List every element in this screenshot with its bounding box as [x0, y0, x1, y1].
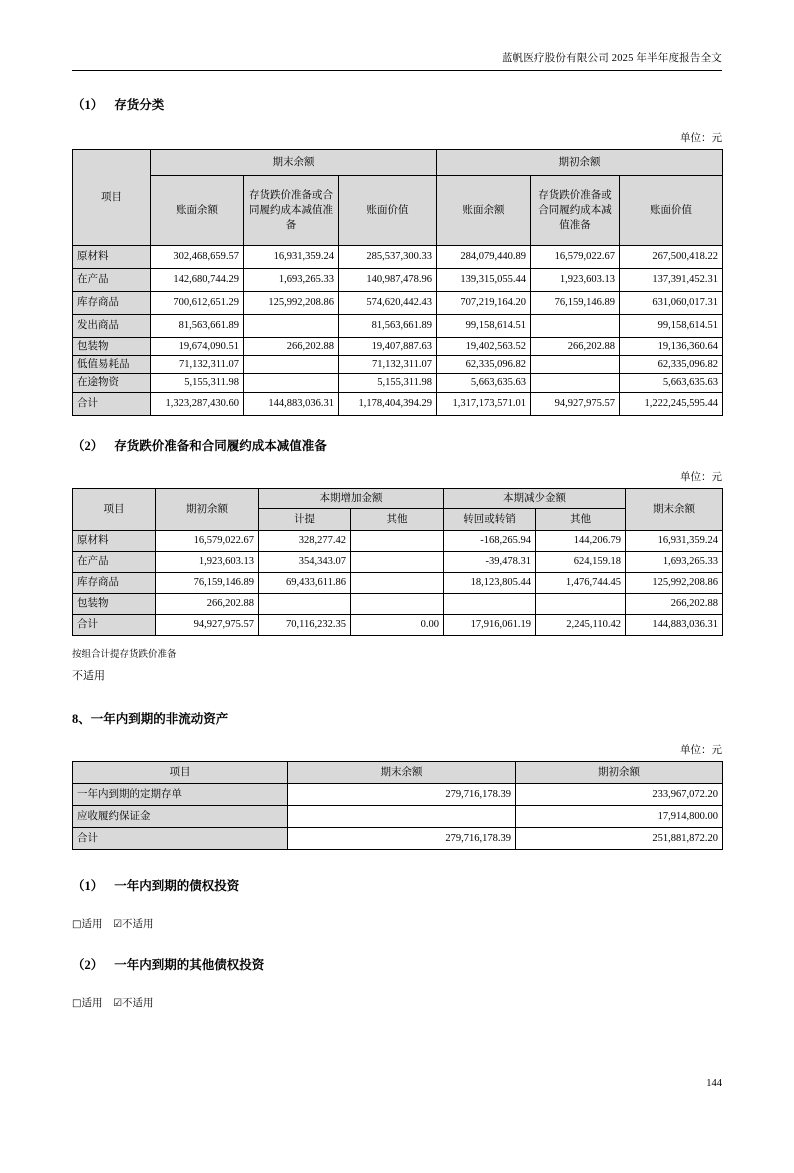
applicability-label: 适用 — [81, 997, 103, 1009]
table-cell: 624,159.18 — [536, 551, 626, 572]
table-row — [73, 783, 723, 805]
row-label: 在途物资 — [73, 374, 151, 392]
column-group-increase: 本期增加金额 — [259, 488, 444, 508]
table-cell: 5,663,635.63 — [437, 374, 531, 392]
applicability-label: 适用 — [81, 918, 103, 930]
page-number: 144 — [706, 1078, 722, 1089]
unit-label: 单位：元 — [680, 471, 722, 483]
column-header: 账面价值 — [339, 176, 437, 246]
table-cell: 17,916,061.19 — [444, 614, 536, 635]
table-row — [73, 246, 723, 269]
table-cell: 19,402,563.52 — [437, 338, 531, 356]
table-cell: 125,992,208.86 — [244, 292, 339, 315]
row-label-total: 合计 — [73, 827, 288, 849]
table-row-total — [73, 614, 723, 635]
table-cell: 266,202.88 — [626, 593, 723, 614]
table-cell — [531, 356, 620, 374]
table-cell: 144,206.79 — [536, 530, 626, 551]
column-header-beginning-balance: 期初余额 — [156, 488, 259, 530]
table-row — [73, 315, 723, 338]
row-label: 原材料 — [73, 246, 151, 269]
row-label: 在产品 — [73, 551, 156, 572]
table-cell — [531, 374, 620, 392]
checkbox-checked-icon: ☑ — [113, 918, 123, 930]
table-cell: 99,158,614.51 — [620, 315, 723, 338]
table-cell: 137,391,452.31 — [620, 269, 723, 292]
table-cell — [259, 593, 351, 614]
table-cell: 19,407,887.63 — [339, 338, 437, 356]
document-header — [72, 50, 722, 71]
table-cell: 1,693,265.33 — [626, 551, 723, 572]
table-cell: 328,277.42 — [259, 530, 351, 551]
section-number: （1） — [72, 98, 104, 112]
table-cell: 1,222,245,595.44 — [620, 392, 723, 415]
table-cell: 5,155,311.98 — [339, 374, 437, 392]
table-header-sub-row — [73, 176, 723, 246]
table-cell: 62,335,096.82 — [620, 356, 723, 374]
table-cell: 1,178,404,394.29 — [339, 392, 437, 415]
column-header: 账面价值 — [620, 176, 723, 246]
table-cell: 94,927,975.57 — [156, 614, 259, 635]
table-cell: 17,914,800.00 — [516, 805, 723, 827]
table-row — [73, 551, 723, 572]
table-cell: 266,202.88 — [156, 593, 259, 614]
table-cell: 574,620,442.43 — [339, 292, 437, 315]
table-cell: 302,468,659.57 — [151, 246, 244, 269]
column-header: 存货跌价准备或合同履约成本减值准备 — [531, 176, 620, 246]
row-label: 低值易耗品 — [73, 356, 151, 374]
column-group-beginning-balance: 期初余额 — [437, 150, 723, 176]
row-label: 原材料 — [73, 530, 156, 551]
table-cell: 279,716,178.39 — [288, 827, 516, 849]
checkbox-checked-icon: ☑ — [113, 997, 123, 1009]
table-cell — [531, 315, 620, 338]
document-header-title: 蓝帆医疗股份有限公司 2025 年半年度报告全文 — [501, 53, 722, 64]
table-cell: 18,123,805.44 — [444, 572, 536, 593]
page-content — [72, 95, 722, 1010]
section-title-inventory-classification — [72, 95, 722, 113]
table-cell — [244, 315, 339, 338]
table-row-total — [73, 392, 723, 415]
checkbox-unchecked-icon: □ — [72, 918, 82, 930]
table-cell: 5,663,635.63 — [620, 374, 723, 392]
row-label: 一年内到期的定期存单 — [73, 783, 288, 805]
column-header-ending-balance: 期末余额 — [626, 488, 723, 530]
table-cell: 142,680,744.29 — [151, 269, 244, 292]
table-row — [73, 374, 723, 392]
table-cell: 707,219,164.20 — [437, 292, 531, 315]
table-cell — [244, 374, 339, 392]
table-row — [73, 356, 723, 374]
column-group-decrease: 本期减少金额 — [444, 488, 626, 508]
unit-label: 单位：元 — [680, 133, 722, 144]
section-number: （1） — [72, 878, 104, 893]
table-row — [73, 338, 723, 356]
table-cell: 62,335,096.82 — [437, 356, 531, 374]
unit-label: 单位：元 — [680, 744, 722, 756]
table-cell — [351, 551, 444, 572]
subsection-title-debt-investments-due — [72, 876, 722, 894]
table-header-group-row — [73, 150, 723, 176]
table-cell: 1,923,603.13 — [531, 269, 620, 292]
row-label: 库存商品 — [73, 292, 151, 315]
table-cell: 125,992,208.86 — [626, 572, 723, 593]
row-label-total: 合计 — [73, 392, 151, 415]
table-cell: -168,265.94 — [444, 530, 536, 551]
column-header: 计提 — [259, 508, 351, 530]
table-cell: 0.00 — [351, 614, 444, 635]
row-label: 发出商品 — [73, 315, 151, 338]
table-row — [73, 269, 723, 292]
table-cell: 279,716,178.39 — [288, 783, 516, 805]
table-cell — [351, 530, 444, 551]
table-cell: 1,693,265.33 — [244, 269, 339, 292]
section-title-inventory-provision — [72, 436, 722, 454]
table-cell: 233,967,072.20 — [516, 783, 723, 805]
column-header-item: 项目 — [73, 761, 288, 783]
table-row — [73, 530, 723, 551]
applicability-line — [72, 916, 722, 931]
inventory-classification-table — [72, 149, 723, 416]
table-cell: 284,079,440.89 — [437, 246, 531, 269]
table-row — [73, 292, 723, 315]
row-label: 应收履约保证金 — [73, 805, 288, 827]
table-cell: 1,317,173,571.01 — [437, 392, 531, 415]
row-label-total: 合计 — [73, 614, 156, 635]
table-cell: 251,881,872.20 — [516, 827, 723, 849]
column-header-beginning-balance: 期初余额 — [516, 761, 723, 783]
applicability-label: 不适用 — [122, 997, 154, 1009]
section-title-text: 存货跌价准备和合同履约成本减值准备 — [114, 438, 327, 453]
table-row — [73, 805, 723, 827]
table-cell: 1,476,744.45 — [536, 572, 626, 593]
inventory-provision-table — [72, 488, 723, 636]
table-row — [73, 572, 723, 593]
table-cell: 139,315,055.44 — [437, 269, 531, 292]
table-cell: 76,159,146.89 — [531, 292, 620, 315]
column-header: 账面余额 — [151, 176, 244, 246]
table-cell: 70,116,232.35 — [259, 614, 351, 635]
table-cell: 94,927,975.57 — [531, 392, 620, 415]
section-title-text: 一年内到期的其他债权投资 — [114, 957, 265, 972]
provision-note: 按组合计提存货跌价准备 — [72, 649, 177, 660]
table-cell: 1,323,287,430.60 — [151, 392, 244, 415]
table-cell: 2,245,110.42 — [536, 614, 626, 635]
table-cell: 285,537,300.33 — [339, 246, 437, 269]
table-cell: 144,883,036.31 — [244, 392, 339, 415]
applicability-option-applicable — [72, 919, 102, 930]
table-header-row — [73, 761, 723, 783]
table-cell — [351, 593, 444, 614]
table-cell: 16,931,359.24 — [626, 530, 723, 551]
applicability-label: 不适用 — [122, 918, 154, 930]
applicability-option-not-applicable — [113, 919, 153, 930]
table-cell: 76,159,146.89 — [156, 572, 259, 593]
table-cell: 19,136,360.64 — [620, 338, 723, 356]
applicability-option-applicable — [72, 998, 102, 1009]
table-cell — [536, 593, 626, 614]
row-label: 在产品 — [73, 269, 151, 292]
section-title-text: 一年内到期的债权投资 — [114, 878, 240, 893]
section-number: （2） — [72, 957, 104, 972]
table-cell: 266,202.88 — [531, 338, 620, 356]
table-cell — [444, 593, 536, 614]
table-cell: 354,343.07 — [259, 551, 351, 572]
table-cell — [244, 356, 339, 374]
table-cell: 5,155,311.98 — [151, 374, 244, 392]
table-cell: 266,202.88 — [244, 338, 339, 356]
table-cell: 16,579,022.67 — [531, 246, 620, 269]
subsection-title-other-debt-investments-due — [72, 955, 722, 973]
table-cell: 144,883,036.31 — [626, 614, 723, 635]
table-row — [73, 593, 723, 614]
table-cell — [288, 805, 516, 827]
column-header: 转回或转销 — [444, 508, 536, 530]
table-cell: 267,500,418.22 — [620, 246, 723, 269]
section-number: （2） — [72, 438, 104, 453]
provision-note-answer: 不适用 — [72, 669, 105, 682]
table-cell: 700,612,651.29 — [151, 292, 244, 315]
column-group-ending-balance: 期末余额 — [151, 150, 437, 176]
table-cell: 71,132,311.07 — [339, 356, 437, 374]
table-cell: 16,579,022.67 — [156, 530, 259, 551]
checkbox-unchecked-icon: □ — [72, 997, 82, 1009]
row-label: 包装物 — [73, 338, 151, 356]
table-cell: 19,674,090.51 — [151, 338, 244, 356]
table-row-total — [73, 827, 723, 849]
table-cell: 99,158,614.51 — [437, 315, 531, 338]
column-header: 账面余额 — [437, 176, 531, 246]
section-title-noncurrent-assets-due: 8、一年内到期的非流动资产 — [72, 711, 229, 726]
table-cell: 631,060,017.31 — [620, 292, 723, 315]
column-header: 存货跌价准备或合同履约成本减值准备 — [244, 176, 339, 246]
column-header-ending-balance: 期末余额 — [288, 761, 516, 783]
noncurrent-assets-due-table — [72, 761, 723, 850]
table-cell: 1,923,603.13 — [156, 551, 259, 572]
table-cell: 69,433,611.86 — [259, 572, 351, 593]
table-cell: 16,931,359.24 — [244, 246, 339, 269]
row-label: 库存商品 — [73, 572, 156, 593]
applicability-option-not-applicable — [113, 998, 153, 1009]
section-title-text: 存货分类 — [114, 98, 165, 112]
table-cell: -39,478.31 — [444, 551, 536, 572]
column-header-item: 项目 — [73, 150, 151, 246]
row-label: 包装物 — [73, 593, 156, 614]
column-header: 其他 — [536, 508, 626, 530]
column-header-item: 项目 — [73, 488, 156, 530]
table-cell: 140,987,478.96 — [339, 269, 437, 292]
table-cell: 71,132,311.07 — [151, 356, 244, 374]
table-header-group-row — [73, 488, 723, 508]
table-cell — [351, 572, 444, 593]
column-header: 其他 — [351, 508, 444, 530]
table-cell: 81,563,661.89 — [151, 315, 244, 338]
table-cell: 81,563,661.89 — [339, 315, 437, 338]
applicability-line — [72, 995, 722, 1010]
